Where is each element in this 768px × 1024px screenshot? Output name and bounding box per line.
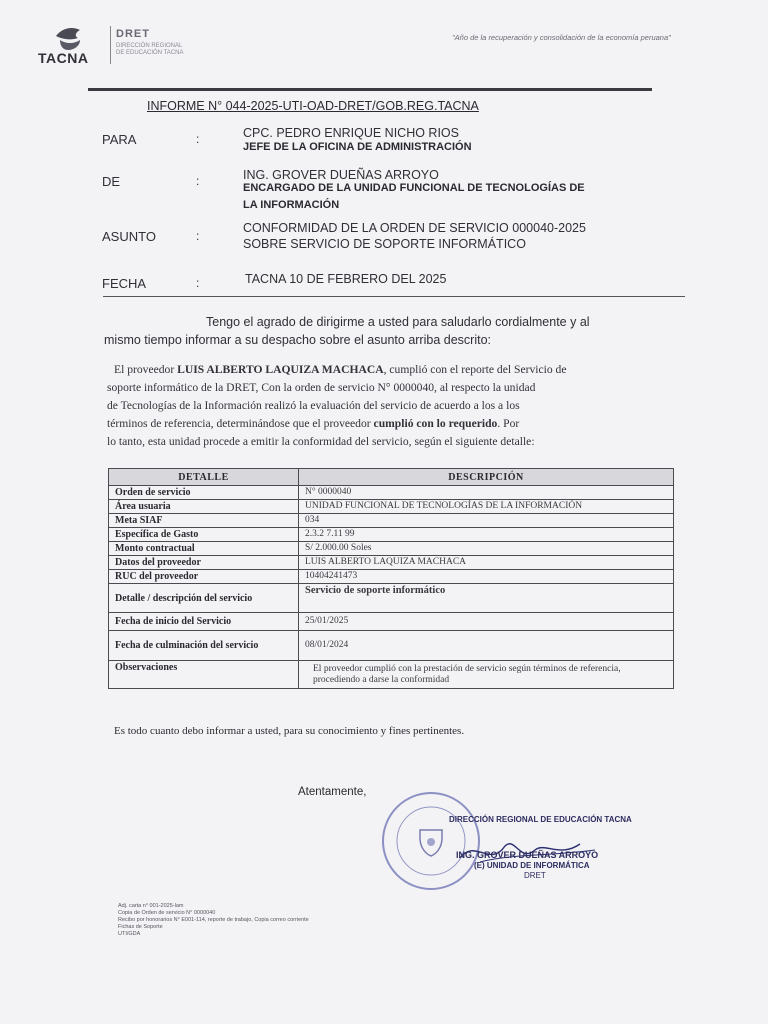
body-line-4: [107, 417, 519, 430]
asunto-label: ASUNTO: [102, 229, 156, 244]
row-key: Fecha de culminación del servicio: [109, 631, 299, 661]
row-key: Específica de Gasto: [109, 528, 299, 542]
footer-line-4: Fichas de Soporte: [118, 924, 163, 930]
body-line-2: soporte informático de la DRET, Con la orden de servicio N° 0000040, al respecto la unidad: [107, 381, 536, 394]
signer-name: ING. GROVER DUEÑAS ARROYO: [456, 850, 599, 860]
asunto-line-2: SOBRE SERVICIO DE SOPORTE INFORMÁTICO: [243, 237, 526, 251]
asunto-line-1: CONFORMIDAD DE LA ORDEN DE SERVICIO 000040-2025: [243, 221, 586, 235]
detail-table: [108, 468, 674, 689]
regards-text: Atentamente,: [298, 786, 367, 798]
body-line-1: [114, 363, 566, 376]
table-row: [109, 542, 674, 556]
row-value: 2.3.2 7.11 99: [299, 528, 674, 542]
signer-role: (E) UNIDAD DE INFORMÁTICA: [474, 861, 590, 870]
report-title: INFORME N° 044-2025-UTI-OAD-DRET/GOB.REG.TACNA: [147, 99, 479, 113]
row-key: Detalle / descripción del servicio: [109, 584, 299, 613]
body-line-5: lo tanto, esta unidad procede a emitir la conformidad del servicio, según el siguiente detalle:: [107, 435, 535, 448]
row-key: Observaciones: [109, 661, 299, 689]
para-role: JEFE DE LA OFICINA DE ADMINISTRACIÓN: [243, 141, 472, 153]
row-key: Meta SIAF: [109, 514, 299, 528]
row-value: 25/01/2025: [299, 613, 674, 631]
body-l1-post: , cumplió con el reporte del Servicio de: [383, 363, 567, 376]
row-value: N° 0000040: [299, 486, 674, 500]
table-row: [109, 613, 674, 631]
table-row: [109, 500, 674, 514]
body-l4-pre: términos de referencia, determinándose que el proveedor: [107, 417, 374, 430]
provider-name-bold: LUIS ALBERTO LAQUIZA MACHACA: [177, 363, 384, 376]
body-l4-post: . Por: [497, 417, 520, 430]
header-descripcion: DESCRIPCIÓN: [299, 469, 674, 486]
para-name: CPC. PEDRO ENRIQUE NICHO RIOS: [243, 126, 459, 140]
dret-subtitle-2: DE EDUCACIÓN TACNA: [116, 50, 184, 56]
row-value: Servicio de soporte informático: [299, 584, 674, 613]
footer-line-1: Adj. carta n° 001-2025-lam: [118, 903, 184, 909]
fecha-label: FECHA: [102, 276, 147, 291]
stamp-office: DIRECCIÓN REGIONAL DE EDUCACIÓN TACNA: [449, 815, 632, 824]
table-row: [109, 486, 674, 500]
row-value: 08/01/2024: [299, 631, 674, 661]
row-value: LUIS ALBERTO LAQUIZA MACHACA: [299, 556, 674, 570]
row-value: El proveedor cumplió con la prestación de servicio según términos de referencia, procediendo a darse la conformidad: [299, 661, 674, 689]
table-row: [109, 631, 674, 661]
row-key: Orden de servicio: [109, 486, 299, 500]
row-key: Área usuaria: [109, 500, 299, 514]
fecha-value: TACNA 10 DE FEBRERO DEL 2025: [245, 272, 447, 286]
body-line-3: de Tecnologías de la Información realizó la evaluación del servicio de acuerdo a los a los: [107, 399, 520, 412]
row-value: UNIDAD FUNCIONAL DE TECNOLOGÍAS DE LA INFORMACIÓN: [299, 500, 674, 514]
intro-line-2: mismo tiempo informar a su despacho sobre el asunto arriba descrito:: [104, 333, 491, 347]
de-name: ING. GROVER DUEÑAS ARROYO: [243, 168, 439, 182]
para-label: PARA: [102, 132, 137, 147]
de-label: DE: [102, 174, 121, 189]
body-l1-pre: El proveedor: [114, 363, 178, 376]
table-row: [109, 556, 674, 570]
row-key: Fecha de inicio del Servicio: [109, 613, 299, 631]
asunto-colon: :: [196, 229, 200, 243]
row-key: Datos del proveedor: [109, 556, 299, 570]
dret-subtitle-1: DIRECCIÓN REGIONAL: [116, 43, 183, 49]
row-value: 034: [299, 514, 674, 528]
row-value: S/ 2.000.00 Soles: [299, 542, 674, 556]
de-colon: :: [196, 174, 200, 188]
row-key: Monto contractual: [109, 542, 299, 556]
compliance-bold: cumplió con lo requerido: [373, 417, 498, 430]
para-colon: :: [196, 132, 200, 146]
fecha-colon: :: [196, 276, 200, 290]
signer-org: DRET: [524, 871, 546, 880]
table-row: [109, 584, 674, 613]
dret-name: DRET: [116, 28, 150, 40]
footer-line-5: UTI/GDA: [118, 931, 141, 937]
closing-text: Es todo cuanto debo informar a usted, para su conocimiento y fines pertinentes.: [114, 725, 465, 737]
table-row: [109, 514, 674, 528]
table-row: [109, 528, 674, 542]
row-key: RUC del proveedor: [109, 570, 299, 584]
top-rule: [88, 88, 652, 91]
intro-line-1: Tengo el agrado de dirigirme a usted para saludarlo cordialmente y al: [206, 315, 590, 329]
de-role-1: ENCARGADO DE LA UNIDAD FUNCIONAL DE TECNOLOGÍAS DE: [243, 182, 585, 194]
footer-line-2: Copia de Orden de servicio N° 0000040: [118, 910, 216, 916]
header-divider: [110, 26, 111, 64]
table-row: [109, 570, 674, 584]
mid-rule: [103, 296, 685, 297]
row-value: 10404241473: [299, 570, 674, 584]
footer-line-3: Recibo por honorarios N° E001-114, reporte de trabajo, Copia correo corriente: [118, 917, 309, 923]
logo-text: TACNA: [38, 50, 89, 66]
table-header-row: [109, 469, 674, 486]
header-detalle: DETALLE: [109, 469, 299, 486]
table-row: [109, 661, 674, 689]
de-role-2: LA INFORMACIÓN: [243, 199, 340, 211]
year-motto: "Año de la recuperación y consolidación de la economía peruana": [452, 33, 671, 42]
